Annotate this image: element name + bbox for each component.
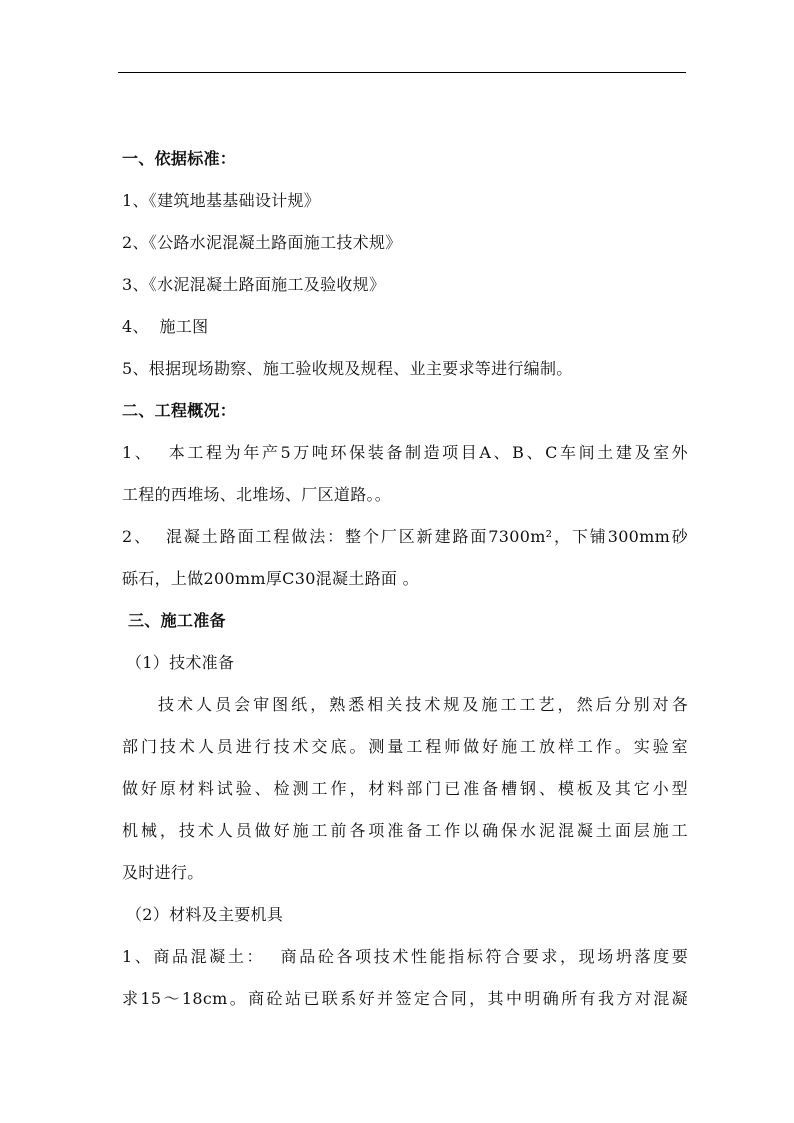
basis-item-2: 2、《公路水泥混凝土路面施工技术规》 bbox=[122, 233, 402, 252]
tech-prep-heading: （1）技术准备 bbox=[126, 653, 235, 672]
tech-prep-line-5: 及时进行。 bbox=[122, 863, 204, 882]
tech-prep-line-1: 技术人员会审图纸，熟悉相关技术规及施工工艺，然后分别对各 bbox=[158, 695, 688, 714]
materials-heading: （2）材料及主要机具 bbox=[126, 905, 284, 924]
overview-item-2-line-2: 砾石，上做200mm厚C30混凝土路面 。 bbox=[122, 569, 419, 588]
overview-item-1-line-2: 工程的西堆场、北堆场、厂区道路。。 bbox=[122, 485, 392, 504]
tech-prep-line-4: 机械，技术人员做好施工前各项准备工作以确保水泥混凝土面层施工 bbox=[122, 821, 688, 840]
header-rule bbox=[118, 72, 686, 73]
overview-item-1-line-1: 1、 本工程为年产5万吨环保装备制造项目A、B、C车间土建及室外 bbox=[122, 443, 688, 462]
section-heading-overview: 二、工程概况： bbox=[122, 401, 237, 420]
basis-item-5: 5、根据现场勘察、施工验收规及规程、业主要求等进行编制。 bbox=[122, 359, 573, 378]
basis-item-4: 4、 施工图 bbox=[122, 317, 209, 336]
section-heading-basis: 一、依据标准： bbox=[122, 149, 237, 168]
materials-line-2: 求15～18cm。商砼站已联系好并签定合同，其中明确所有我方对混凝 bbox=[122, 989, 688, 1008]
basis-item-3: 3、《水泥混凝土路面施工及验收规》 bbox=[122, 275, 386, 294]
section-heading-preparation: 三、施工准备 bbox=[128, 611, 226, 630]
materials-line-1: 1、商品混凝土： 商品砼各项技术性能指标符合要求，现场坍落度要 bbox=[122, 947, 688, 966]
tech-prep-line-3: 做好原材料试验、检测工作，材料部门已准备槽钢、模板及其它小型 bbox=[122, 779, 688, 798]
basis-item-1: 1、《建筑地基基础设计规》 bbox=[122, 191, 321, 210]
overview-item-2-line-1: 2、 混凝土路面工程做法：整个厂区新建路面7300m²，下铺300mm砂 bbox=[122, 527, 688, 546]
tech-prep-line-2: 部门技术人员进行技术交底。测量工程师做好施工放样工作。实验室 bbox=[122, 737, 688, 756]
